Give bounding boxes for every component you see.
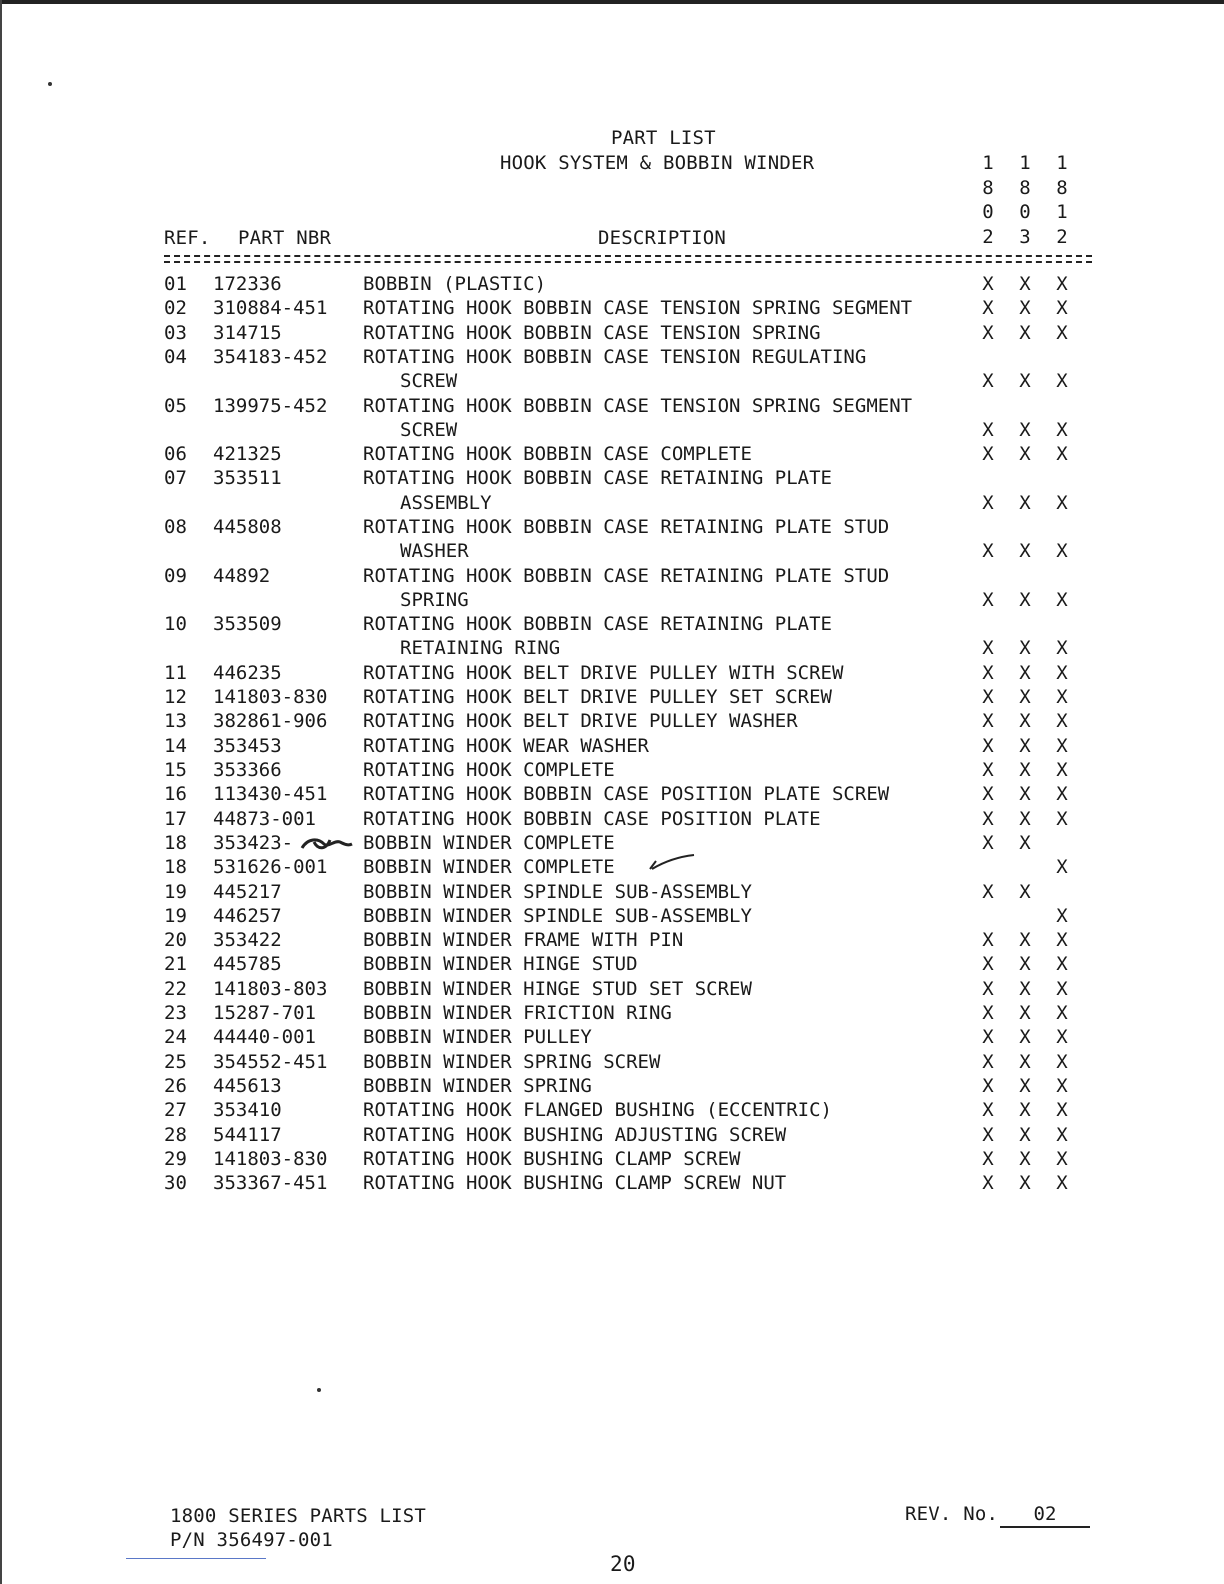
- model-1812-mark: X: [1056, 1026, 1068, 1049]
- model-1812-mark: X: [1056, 321, 1068, 344]
- table-row: [0, 952, 1224, 976]
- part-number-cell: 314715: [213, 321, 282, 344]
- description-cell: ROTATING HOOK COMPLETE: [363, 759, 615, 781]
- part-number-cell: 141803-803: [213, 977, 328, 1000]
- model-1803-mark: X: [1019, 370, 1031, 393]
- ref-cell: 04: [164, 345, 187, 368]
- table-row: [0, 1123, 1224, 1147]
- table-row: [0, 831, 1224, 855]
- part-number-cell: 446257: [213, 904, 282, 927]
- model-1812-mark: X: [1056, 904, 1068, 927]
- scan-speck: [317, 1388, 321, 1392]
- part-number-cell: 354552-451: [213, 1050, 328, 1073]
- part-number-cell: 139975-452: [213, 394, 328, 417]
- table-row: [0, 1025, 1224, 1049]
- model-1812-mark: X: [1056, 370, 1068, 393]
- ref-cell: 30: [164, 1172, 187, 1195]
- ref-cell: 07: [164, 467, 187, 490]
- part-number-cell: 310884-451: [213, 297, 328, 320]
- table-row: [0, 904, 1224, 928]
- description-cell: BOBBIN WINDER SPRING SCREW: [363, 1050, 661, 1073]
- footer-series: 1800 SERIES PARTS LIST: [170, 1505, 427, 1527]
- table-row: [0, 734, 1224, 758]
- model-1802-mark: X: [982, 297, 994, 320]
- page-top-border: [0, 0, 1224, 4]
- table-row: [0, 758, 1224, 782]
- model-1812-mark: X: [1056, 686, 1068, 709]
- model-1802-mark: X: [982, 929, 994, 952]
- table-row: [0, 1074, 1224, 1098]
- model-1802-mark: X: [982, 418, 994, 441]
- ref-cell: 15: [164, 759, 187, 781]
- table-row: [0, 661, 1224, 685]
- description-cell: ROTATING HOOK BOBBIN CASE RETAINING PLATE: [363, 467, 832, 490]
- page-title: PART LIST: [611, 127, 716, 149]
- table-row: [0, 685, 1224, 709]
- ref-cell: 24: [164, 1026, 187, 1049]
- model-1812-mark: X: [1056, 661, 1068, 684]
- model-1803-mark: X: [1019, 443, 1031, 466]
- part-number-cell: 353423-: [213, 831, 294, 854]
- table-row: [0, 564, 1224, 613]
- model-1802-mark: X: [982, 491, 994, 514]
- model-1812-mark: X: [1056, 807, 1068, 830]
- model-1803-mark: X: [1019, 759, 1031, 781]
- ref-cell: 28: [164, 1123, 187, 1146]
- description-cell: BOBBIN (PLASTIC): [363, 273, 547, 295]
- part-number-cell: 353422: [213, 929, 282, 952]
- model-1803-mark: X: [1019, 661, 1031, 684]
- model-1803-mark: X: [1019, 1123, 1031, 1146]
- description-continuation-cell: SCREW: [400, 418, 458, 441]
- table-row: [0, 807, 1224, 831]
- description-cell: BOBBIN WINDER HINGE STUD SET SCREW: [363, 977, 752, 1000]
- model-1803-mark: X: [1019, 977, 1031, 1000]
- model-1802-mark: X: [982, 1002, 994, 1024]
- model-1803-mark: X: [1019, 929, 1031, 952]
- page-number: 20: [610, 1552, 636, 1576]
- page-subtitle: HOOK SYSTEM & BOBBIN WINDER: [500, 152, 815, 174]
- model-1803-mark: X: [1019, 734, 1031, 757]
- ref-cell: 29: [164, 1147, 187, 1170]
- model-1803-mark: X: [1019, 1147, 1031, 1170]
- footer-part-number: P/N 356497-001: [170, 1529, 333, 1551]
- ref-cell: 16: [164, 783, 187, 806]
- part-number-cell: 141803-830: [213, 1147, 328, 1170]
- ref-cell: 19: [164, 880, 187, 903]
- part-number-cell: 445785: [213, 953, 282, 976]
- model-1803-mark: X: [1019, 273, 1031, 295]
- ref-cell: 17: [164, 807, 187, 830]
- part-number-cell: 353509: [213, 613, 282, 636]
- model-1812-mark: X: [1056, 977, 1068, 1000]
- table-row: [0, 296, 1224, 320]
- model-1802-mark: X: [982, 273, 994, 295]
- ref-cell: 08: [164, 516, 187, 538]
- model-1803-mark: X: [1019, 1099, 1031, 1122]
- model-1803-mark: X: [1019, 953, 1031, 976]
- handwritten-check-mark: [646, 849, 698, 873]
- model-1802-mark: X: [982, 759, 994, 781]
- table-row: [0, 855, 1224, 879]
- model-1802-mark: X: [982, 1026, 994, 1049]
- model-1802-mark: X: [982, 588, 994, 611]
- model-1812-mark: X: [1056, 1123, 1068, 1146]
- description-cell: ROTATING HOOK BUSHING CLAMP SCREW NUT: [363, 1172, 787, 1195]
- model-1803-mark: X: [1019, 1172, 1031, 1195]
- part-number-cell: 353410: [213, 1099, 282, 1122]
- ref-cell: 10: [164, 613, 187, 636]
- part-number-cell: 421325: [213, 443, 282, 466]
- part-number-cell: 354183-452: [213, 345, 328, 368]
- part-number-cell: 44873-001: [213, 807, 316, 830]
- model-1812-mark: X: [1056, 759, 1068, 781]
- table-row: [0, 345, 1224, 394]
- model-1802-mark: X: [982, 637, 994, 660]
- model-1803-mark: X: [1019, 880, 1031, 903]
- description-cell: ROTATING HOOK BOBBIN CASE RETAINING PLATE STUD: [363, 516, 890, 538]
- ref-cell: 14: [164, 734, 187, 757]
- model-1812-mark: X: [1056, 953, 1068, 976]
- model-1803-mark: X: [1019, 637, 1031, 660]
- model-1812-mark: X: [1056, 1099, 1068, 1122]
- table-row: [0, 612, 1224, 661]
- description-cell: ROTATING HOOK BOBBIN CASE POSITION PLATE SCREW: [363, 783, 890, 806]
- model-1802-mark: X: [982, 734, 994, 757]
- description-cell: BOBBIN WINDER HINGE STUD: [363, 953, 638, 976]
- description-cell: ROTATING HOOK BUSHING CLAMP SCREW: [363, 1147, 741, 1170]
- description-cell: ROTATING HOOK BOBBIN CASE POSITION PLATE: [363, 807, 821, 830]
- part-number-cell: 113430-451: [213, 783, 328, 806]
- model-1812-mark: X: [1056, 273, 1068, 295]
- model-1803-mark: X: [1019, 540, 1031, 563]
- model-1802-mark: X: [982, 1099, 994, 1122]
- ref-cell: 05: [164, 394, 187, 417]
- ref-cell: 03: [164, 321, 187, 344]
- model-1812-mark: X: [1056, 1172, 1068, 1195]
- model-1812-mark: X: [1056, 1147, 1068, 1170]
- model-1812-mark: X: [1056, 710, 1068, 733]
- ref-cell: 25: [164, 1050, 187, 1073]
- model-1802-mark: X: [982, 831, 994, 854]
- description-cell: ROTATING HOOK WEAR WASHER: [363, 734, 649, 757]
- ref-cell: 20: [164, 929, 187, 952]
- ref-cell: 26: [164, 1074, 187, 1097]
- description-continuation-cell: SCREW: [400, 370, 458, 393]
- column-header-ref: REF.: [164, 227, 211, 249]
- model-1803-mark: X: [1019, 321, 1031, 344]
- table-row: [0, 880, 1224, 904]
- table-row: [0, 977, 1224, 1001]
- model-1803-mark: X: [1019, 710, 1031, 733]
- model-1812-mark: X: [1056, 418, 1068, 441]
- model-1802-mark: X: [982, 443, 994, 466]
- ref-cell: 01: [164, 273, 187, 295]
- model-1812-mark: X: [1056, 856, 1068, 879]
- ref-cell: 22: [164, 977, 187, 1000]
- column-header-description: DESCRIPTION: [598, 227, 727, 249]
- part-number-cell: 353511: [213, 467, 282, 490]
- ref-cell: 13: [164, 710, 187, 733]
- model-1803-mark: X: [1019, 491, 1031, 514]
- model-1812-mark: X: [1056, 443, 1068, 466]
- description-cell: ROTATING HOOK BUSHING ADJUSTING SCREW: [363, 1123, 787, 1146]
- revision-label: REV. No.: [905, 1503, 999, 1525]
- scan-edge-line: [126, 1558, 266, 1559]
- ref-cell: 12: [164, 686, 187, 709]
- model-1812-mark: X: [1056, 540, 1068, 563]
- ref-cell: 06: [164, 443, 187, 466]
- description-cell: ROTATING HOOK BOBBIN CASE TENSION SPRING: [363, 321, 821, 344]
- description-cell: BOBBIN WINDER FRICTION RING: [363, 1002, 672, 1024]
- description-cell: ROTATING HOOK BOBBIN CASE RETAINING PLATE: [363, 613, 832, 636]
- model-1803-mark: X: [1019, 1050, 1031, 1073]
- model-1802-mark: X: [982, 710, 994, 733]
- model-1812-mark: X: [1056, 1074, 1068, 1097]
- table-row: [0, 1001, 1224, 1025]
- ref-cell: 02: [164, 297, 187, 320]
- ref-cell: 18: [164, 856, 187, 879]
- table-row: [0, 928, 1224, 952]
- table-row: [0, 466, 1224, 515]
- description-continuation-cell: RETAINING RING: [400, 637, 561, 660]
- table-row: [0, 1171, 1224, 1195]
- table-row: [0, 1147, 1224, 1171]
- model-1812-mark: X: [1056, 1050, 1068, 1073]
- part-number-cell: 445808: [213, 516, 282, 538]
- description-cell: ROTATING HOOK FLANGED BUSHING (ECCENTRIC): [363, 1099, 832, 1122]
- model-1802-mark: X: [982, 540, 994, 563]
- handwritten-scribble-mark: [298, 834, 354, 856]
- model-column-1812: 1 8 1 2: [1056, 152, 1068, 248]
- description-cell: BOBBIN WINDER COMPLETE: [363, 856, 615, 879]
- model-1812-mark: X: [1056, 1002, 1068, 1024]
- part-number-cell: 531626-001: [213, 856, 328, 879]
- table-row: [0, 321, 1224, 345]
- description-continuation-cell: ASSEMBLY: [400, 491, 492, 514]
- model-1803-mark: X: [1019, 686, 1031, 709]
- ref-cell: 09: [164, 564, 187, 587]
- part-number-cell: 382861-906: [213, 710, 328, 733]
- description-continuation-cell: WASHER: [400, 540, 469, 563]
- description-cell: ROTATING HOOK BELT DRIVE PULLEY SET SCREW: [363, 686, 832, 709]
- part-number-cell: 446235: [213, 661, 282, 684]
- description-cell: BOBBIN WINDER SPINDLE SUB-ASSEMBLY: [363, 904, 752, 927]
- model-1812-mark: X: [1056, 734, 1068, 757]
- model-1802-mark: X: [982, 370, 994, 393]
- model-1812-mark: X: [1056, 297, 1068, 320]
- description-cell: BOBBIN WINDER COMPLETE: [363, 831, 615, 854]
- model-1803-mark: X: [1019, 1002, 1031, 1024]
- ref-cell: 23: [164, 1002, 187, 1024]
- model-1803-mark: X: [1019, 1074, 1031, 1097]
- description-cell: BOBBIN WINDER SPRING: [363, 1074, 592, 1097]
- model-1802-mark: X: [982, 686, 994, 709]
- part-number-cell: 544117: [213, 1123, 282, 1146]
- model-1812-mark: X: [1056, 637, 1068, 660]
- description-cell: BOBBIN WINDER PULLEY: [363, 1026, 592, 1049]
- model-1802-mark: X: [982, 1172, 994, 1195]
- part-number-cell: 141803-830: [213, 686, 328, 709]
- model-1803-mark: X: [1019, 418, 1031, 441]
- ref-cell: 11: [164, 661, 187, 684]
- table-row: [0, 515, 1224, 564]
- description-cell: BOBBIN WINDER FRAME WITH PIN: [363, 929, 684, 952]
- table-row: [0, 272, 1224, 296]
- table-row: [0, 1098, 1224, 1122]
- model-1802-mark: X: [982, 977, 994, 1000]
- header-double-rule: [164, 255, 1092, 263]
- model-1802-mark: X: [982, 321, 994, 344]
- ref-cell: 19: [164, 904, 187, 927]
- model-1802-mark: X: [982, 880, 994, 903]
- description-cell: ROTATING HOOK BOBBIN CASE TENSION SPRING SEGMENT: [363, 297, 913, 320]
- part-number-cell: 445217: [213, 880, 282, 903]
- table-row: [0, 394, 1224, 443]
- revision-value: 02: [1000, 1502, 1090, 1528]
- model-1803-mark: X: [1019, 831, 1031, 854]
- model-column-1802: 1 8 0 2: [982, 152, 994, 248]
- part-number-cell: 15287-701: [213, 1002, 316, 1024]
- ref-cell: 18: [164, 831, 187, 854]
- description-cell: ROTATING HOOK BOBBIN CASE TENSION REGULATING: [363, 345, 867, 368]
- table-row: [0, 1050, 1224, 1074]
- model-1812-mark: X: [1056, 783, 1068, 806]
- model-1802-mark: X: [982, 1123, 994, 1146]
- description-continuation-cell: SPRING: [400, 588, 469, 611]
- part-number-cell: 353366: [213, 759, 282, 781]
- part-number-cell: 44440-001: [213, 1026, 316, 1049]
- model-1812-mark: X: [1056, 491, 1068, 514]
- part-number-cell: 172336: [213, 273, 282, 295]
- part-number-cell: 353453: [213, 734, 282, 757]
- description-cell: BOBBIN WINDER SPINDLE SUB-ASSEMBLY: [363, 880, 752, 903]
- model-1802-mark: X: [982, 1074, 994, 1097]
- description-cell: ROTATING HOOK BOBBIN CASE COMPLETE: [363, 443, 752, 466]
- model-1812-mark: X: [1056, 929, 1068, 952]
- model-1803-mark: X: [1019, 588, 1031, 611]
- model-1802-mark: X: [982, 1050, 994, 1073]
- ref-cell: 27: [164, 1099, 187, 1122]
- description-cell: ROTATING HOOK BOBBIN CASE RETAINING PLATE STUD: [363, 564, 890, 587]
- model-1812-mark: X: [1056, 588, 1068, 611]
- model-1802-mark: X: [982, 807, 994, 830]
- part-number-cell: 44892: [213, 564, 271, 587]
- model-1803-mark: X: [1019, 1026, 1031, 1049]
- table-row: [0, 709, 1224, 733]
- part-number-cell: 445613: [213, 1074, 282, 1097]
- model-1802-mark: X: [982, 783, 994, 806]
- model-1802-mark: X: [982, 953, 994, 976]
- table-row: [0, 442, 1224, 466]
- description-cell: ROTATING HOOK BELT DRIVE PULLEY WITH SCREW: [363, 661, 844, 684]
- model-1803-mark: X: [1019, 807, 1031, 830]
- description-cell: ROTATING HOOK BELT DRIVE PULLEY WASHER: [363, 710, 798, 733]
- part-number-cell: 353367-451: [213, 1172, 328, 1195]
- table-row: [0, 782, 1224, 806]
- model-1803-mark: X: [1019, 783, 1031, 806]
- ref-cell: 21: [164, 953, 187, 976]
- model-1802-mark: X: [982, 661, 994, 684]
- model-1803-mark: X: [1019, 297, 1031, 320]
- model-1802-mark: X: [982, 1147, 994, 1170]
- column-header-part-nbr: PART NBR: [238, 227, 332, 249]
- model-column-1803: 1 8 0 3: [1019, 152, 1031, 248]
- description-cell: ROTATING HOOK BOBBIN CASE TENSION SPRING SEGMENT: [363, 394, 913, 417]
- scan-speck: [48, 82, 52, 86]
